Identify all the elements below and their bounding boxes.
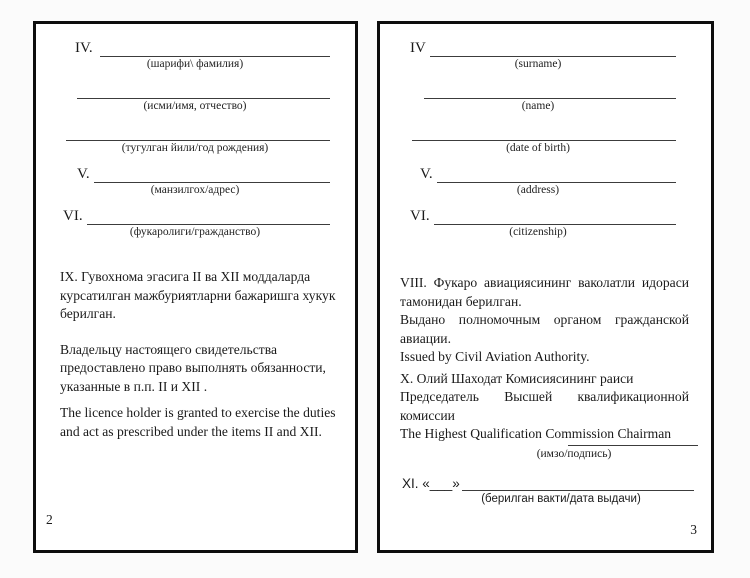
clause-x-paragraph-uz: X. Олий Шаходат Комисиясининг раиси [400,370,634,386]
field-roman-numeral: IV. [75,40,97,56]
field-caption: (фукаролиги/гражданство) [129,226,261,238]
clause-viii-paragraph-en: Issued by Civil Aviation Authority. [400,349,590,364]
fill-in-line [412,117,676,141]
field-caption: (surname) [514,58,562,70]
field-caption: (исми/имя, отчество) [143,100,247,112]
field-date-issued [402,475,694,491]
page-left [33,21,358,553]
clause-viii-paragraph-uz: VIII. Фукаро авиациясининг ваколатли идораси тамонидан берилган. [400,275,689,309]
fill-in-line [66,117,330,141]
field-caption: (манзилгох/адрес) [150,184,240,196]
page-number: 3 [690,522,697,537]
field-surname-en [400,33,689,72]
clause-x-paragraph-en: The Highest Qualification Commission Chairman [400,426,672,441]
fill-in-line [87,201,330,225]
date-field-prefix: XI. «___» [402,475,460,491]
field-surname-uz [60,33,343,72]
page-number: 2 [46,512,53,527]
field-caption: (тугулган йили/год рождения) [121,142,269,154]
field-caption: (address) [516,184,560,196]
field-name-en [400,75,689,114]
fill-in-line [94,159,330,183]
field-birthdate-uz [60,117,343,156]
field-birthdate-en [400,117,689,156]
field-citizenship-en [400,201,689,240]
field-roman-numeral: IV [410,40,426,56]
date-caption: (берилган вакти/дата выдачи) [481,492,641,505]
fill-in-line [77,75,330,99]
field-address-en [400,159,689,198]
clause-ix-paragraph-en: The licence holder is granted to exercise the duties and act as prescribed under the items II and XII. [60,405,336,439]
clause-ix-paragraph-ru: Владельцу настоящего свидетельства предоставлено право выполнять обязанности, указанные в п.п. II и XII . [60,341,326,394]
field-caption: (шарифи\ фамилия) [146,58,244,70]
field-caption: (name) [521,100,555,112]
clause-x-paragraph-ru: Председатель Высшей квалификационной комиссии [400,389,689,423]
field-roman-numeral: V. [420,166,433,182]
field-roman-numeral: VI. [410,208,430,224]
field-caption: (date of birth) [506,142,570,154]
field-citizenship-uz [60,201,343,240]
date-fill-in-line [462,475,694,491]
fill-in-line [437,159,676,183]
field-roman-numeral: V. [77,166,90,182]
field-name-uz [60,75,343,114]
clause-viii-paragraph-ru: Выдано полномочным органом гражданской авиации. [400,312,689,346]
fill-in-line [100,33,330,57]
page-right [377,21,714,553]
field-address-uz [60,159,343,198]
clause-ix-paragraph-uz: IX. Гувохнома эгасига II ва XII моддаларда курсатилган мажбуриятларни бажаришга хукук берилган. [60,269,336,321]
fill-in-line [430,33,676,57]
field-roman-numeral: VI. [63,208,83,224]
signature-caption: (имзо/подпись) [536,447,612,460]
field-caption: (citizenship) [509,226,567,238]
fill-in-line [434,201,676,225]
fill-in-line [424,75,676,99]
